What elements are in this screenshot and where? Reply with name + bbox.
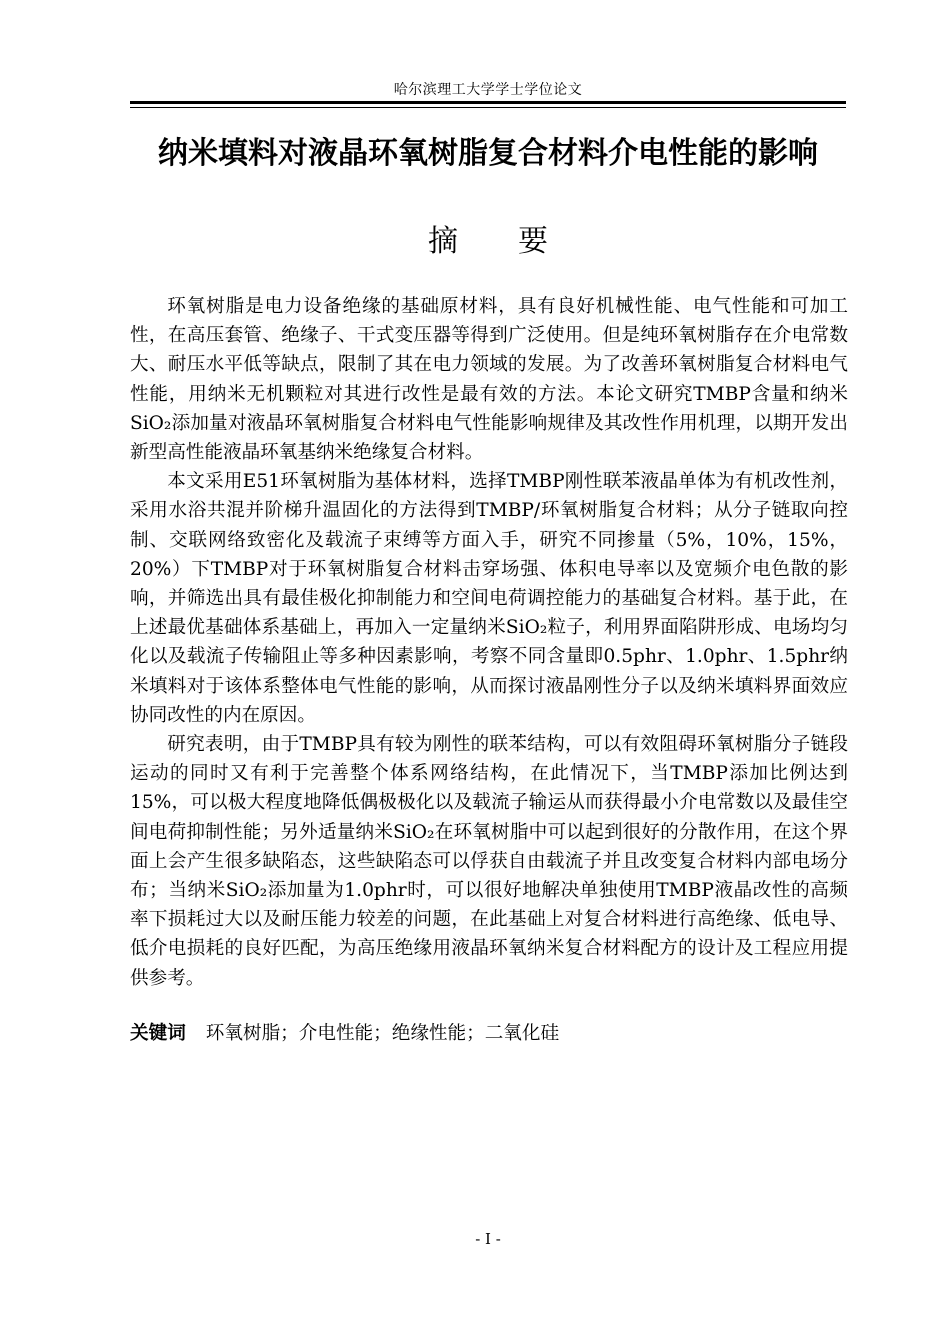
keywords-text: 环氧树脂；介电性能；绝缘性能；二氧化硅 xyxy=(205,1023,560,1044)
abstract-paragraph-2: 本文采用E51环氧树脂为基体材料，选择TMBP刚性联苯液晶单体为有机改性剂，采用水浴共混并阶梯升温固化的方法得到TMBP/环氧树脂复合材料；从分子链取向控制、交联网络致密化及载流子束缚等方面入手，研究不同掺量（5%，10%，15%，20%）下TMBP对于环氧树脂复合材料击穿场强、体积电导率以及宽频介电色散的影响，并筛选出具有最佳极化抑制能力和空间电荷调控能力的基础复合材料。基于此，在上述最优基础体系基础上，再加入一定量纳米SiO₂粒子，利用界面陷阱形成、电场均匀化以及载流子传输阻止等多种因素影响，考察不同含量即0.5phr、1.0phr、1.5phr纳米填料对于该体系整体电气性能的影响，从而探讨液晶刚性分子以及纳米填料界面效应协同改性的内在原因。 xyxy=(130,471,848,726)
abstract-heading xyxy=(130,222,846,262)
page-number: - I - xyxy=(475,1230,501,1248)
keywords-label: 关键词 xyxy=(130,1023,186,1044)
thesis-title: 纳米填料对液晶环氧树脂复合材料介电性能的影响 xyxy=(158,136,818,171)
abstract-heading-char-1: 摘 xyxy=(428,224,458,259)
abstract-heading-char-2: 要 xyxy=(518,224,548,259)
abstract-paragraph-1: 环氧树脂是电力设备绝缘的基础原材料，具有良好机械性能、电气性能和可加工性，在高压套管、绝缘子、干式变压器等得到广泛使用。但是纯环氧树脂存在介电常数大、耐压水平低等缺点，限制了其在电力领域的发展。为了改善环氧树脂复合材料电气性能，用纳米无机颗粒对其进行改性是最有效的方法。本论文研究TMBP含量和纳米SiO₂添加量对液晶环氧树脂复合材料电气性能影响规律及其改性作用机理，以期开发出新型高性能液晶环氧基纳米绝缘复合材料。 xyxy=(130,296,848,464)
abstract-paragraph-3: 研究表明，由于TMBP具有较为刚性的联苯结构，可以有效阻碍环氧树脂分子链段运动的同时又有利于完善整个体系网络结构，在此情况下，当TMBP添加比例达到15%，可以极大程度地降低偶极极化以及载流子输运从而获得最小介电常数以及最佳空间电荷抑制性能；另外适量纳米SiO₂在环氧树脂中可以起到很好的分散作用，在这个界面上会产生很多缺陷态，这些缺陷态可以俘获自由载流子并且改变复合材料内部电场分布；当纳米SiO₂添加量为1.0phr时，可以很好地解决单独使用TMBP液晶改性的高频率下损耗过大以及耐压能力较差的问题，在此基础上对复合材料进行高绝缘、低电导、低介电损耗的良好匹配，为高压绝缘用液晶环氧纳米复合材料配方的设计及工程应用提供参考。 xyxy=(130,734,848,989)
header-rule-thick xyxy=(130,101,846,104)
abstract-body xyxy=(130,292,848,993)
running-head: 哈尔滨理工大学学士学位论文 xyxy=(393,82,583,98)
header-rule-thin xyxy=(130,107,846,108)
keywords-line xyxy=(130,1019,848,1048)
